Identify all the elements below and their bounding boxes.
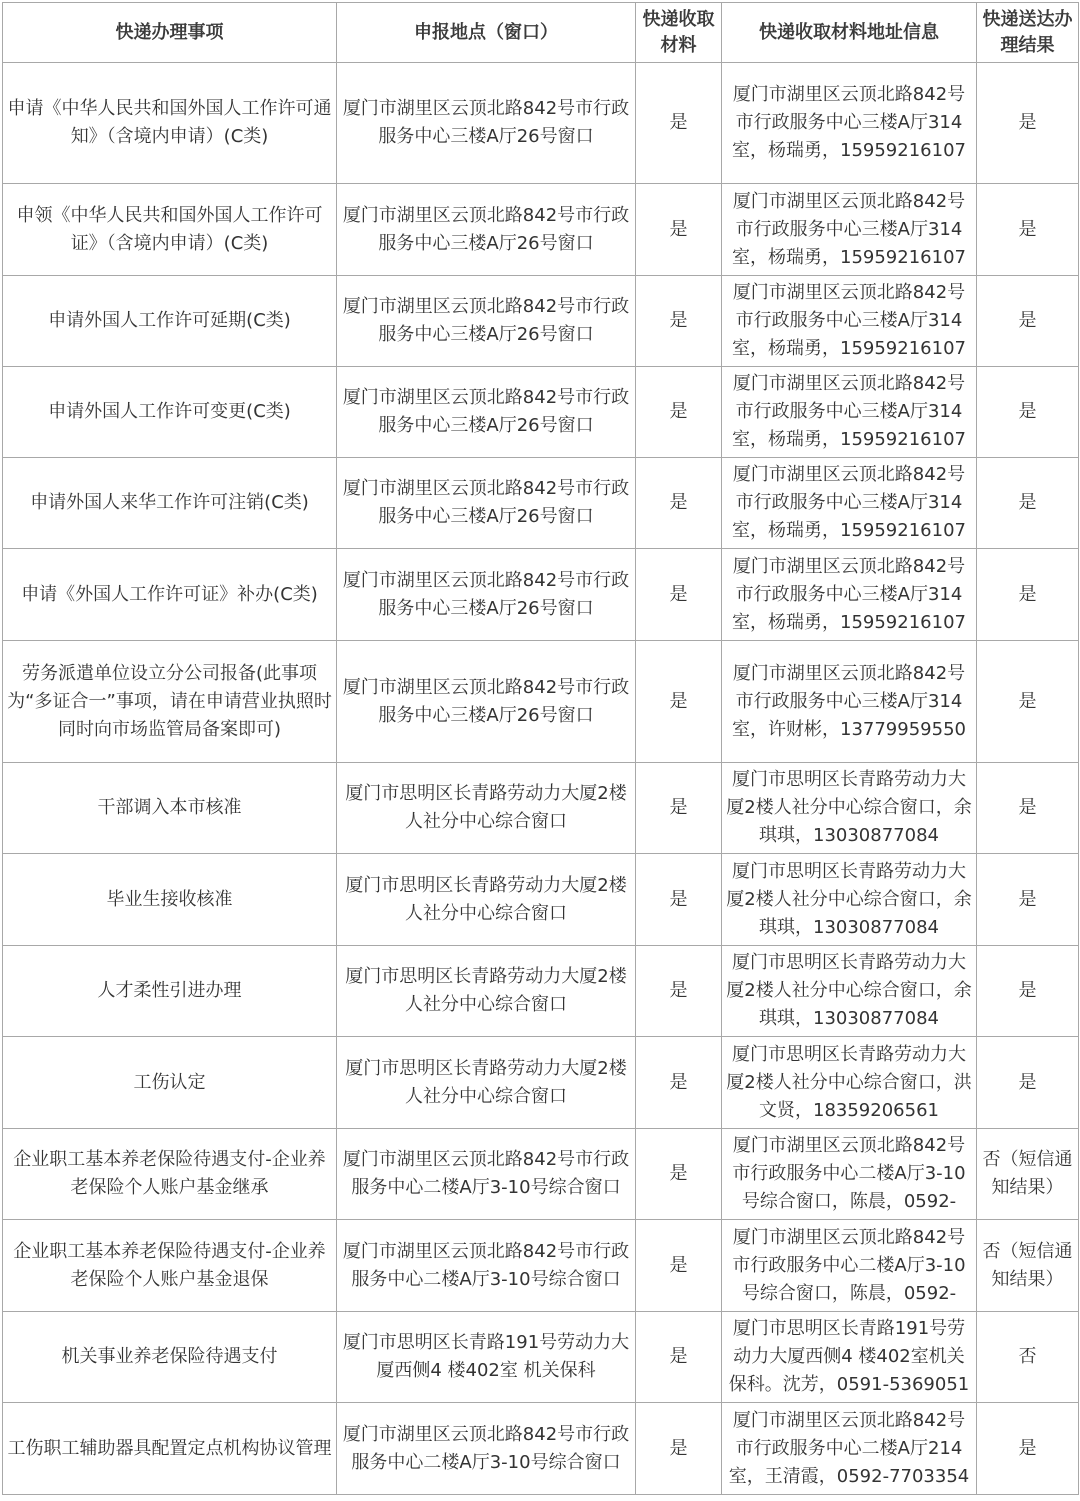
address-cell: 厦门市思明区长青路劳动力大厦2楼人社分中心综合窗口，余琪琪，13030877084 — [722, 763, 977, 854]
collect-cell: 是 — [636, 946, 722, 1037]
item-cell: 机关事业养老保险待遇支付 — [3, 1312, 337, 1403]
item-cell: 申请《外国人工作许可证》补办(C类) — [3, 549, 337, 641]
table-row — [3, 1037, 1079, 1129]
table-row — [3, 763, 1079, 854]
table-row — [3, 1129, 1079, 1220]
item-cell: 工伤认定 — [3, 1037, 337, 1129]
location-cell: 厦门市湖里区云顶北路842号市行政服务中心三楼A厅26号窗口 — [337, 276, 636, 367]
location-cell: 厦门市湖里区云顶北路842号市行政服务中心三楼A厅26号窗口 — [337, 641, 636, 763]
collect-cell: 是 — [636, 63, 722, 184]
table-row — [3, 641, 1079, 763]
address-cell: 厦门市湖里区云顶北路842号市行政服务中心三楼A厅314室，杨瑞勇，15959216107 — [722, 63, 977, 184]
table-row — [3, 184, 1079, 276]
address-cell: 厦门市思明区长青路劳动力大厦2楼人社分中心综合窗口，洪文贤，18359206561 — [722, 1037, 977, 1129]
table-row — [3, 946, 1079, 1037]
address-cell: 厦门市湖里区云顶北路842号市行政服务中心三楼A厅314室，许财彬，13779959550 — [722, 641, 977, 763]
item-cell: 申请外国人工作许可延期(C类) — [3, 276, 337, 367]
deliver-cell: 是 — [977, 458, 1079, 549]
collect-cell: 是 — [636, 854, 722, 946]
address-cell: 厦门市湖里区云顶北路842号市行政服务中心三楼A厅314室，杨瑞勇，15959216107 — [722, 458, 977, 549]
location-cell: 厦门市湖里区云顶北路842号市行政服务中心三楼A厅26号窗口 — [337, 549, 636, 641]
address-cell: 厦门市湖里区云顶北路842号市行政服务中心三楼A厅314室，杨瑞勇，15959216107 — [722, 276, 977, 367]
location-cell: 厦门市思明区长青路劳动力大厦2楼人社分中心综合窗口 — [337, 763, 636, 854]
address-cell: 厦门市湖里区云顶北路842号市行政服务中心三楼A厅314室，杨瑞勇，15959216107 — [722, 367, 977, 458]
location-cell: 厦门市思明区长青路劳动力大厦2楼人社分中心综合窗口 — [337, 854, 636, 946]
address-cell — [722, 1129, 977, 1220]
address-text: 厦门市湖里区云顶北路842号市行政服务中心二楼A厅3-10号综合窗口，陈晨，0592- — [732, 1226, 966, 1304]
header-item: 快递办理事项 — [3, 3, 337, 63]
address-cell: 厦门市思明区长青路劳动力大厦2楼人社分中心综合窗口，余琪琪，13030877084 — [722, 854, 977, 946]
collect-cell: 是 — [636, 1403, 722, 1495]
table-row — [3, 1220, 1079, 1312]
location-cell: 厦门市湖里区云顶北路842号市行政服务中心三楼A厅26号窗口 — [337, 184, 636, 276]
collect-cell: 是 — [636, 367, 722, 458]
item-cell: 工伤职工辅助器具配置定点机构协议管理 — [3, 1403, 337, 1495]
table-row — [3, 854, 1079, 946]
deliver-cell: 是 — [977, 184, 1079, 276]
location-cell: 厦门市思明区长青路191号劳动力大厦西侧4 楼402室 机关保科 — [337, 1312, 636, 1403]
item-cell: 企业职工基本养老保险待遇支付-企业养老保险个人账户基金继承 — [3, 1129, 337, 1220]
address-cell: 厦门市湖里区云顶北路842号市行政服务中心三楼A厅314室，杨瑞勇，15959216107 — [722, 549, 977, 641]
deliver-cell: 是 — [977, 1037, 1079, 1129]
location-cell: 厦门市湖里区云顶北路842号市行政服务中心二楼A厅3-10号综合窗口 — [337, 1403, 636, 1495]
item-cell: 申请外国人工作许可变更(C类) — [3, 367, 337, 458]
collect-cell: 是 — [636, 1037, 722, 1129]
item-cell: 劳务派遣单位设立分公司报备(此事项为“多证合一”事项，请在申请营业执照时同时向市场监管局备案即可) — [3, 641, 337, 763]
table-row — [3, 458, 1079, 549]
collect-cell: 是 — [636, 1129, 722, 1220]
table-row — [3, 1312, 1079, 1403]
deliver-cell: 是 — [977, 946, 1079, 1037]
location-cell: 厦门市思明区长青路劳动力大厦2楼人社分中心综合窗口 — [337, 946, 636, 1037]
deliver-cell: 是 — [977, 641, 1079, 763]
collect-cell: 是 — [636, 458, 722, 549]
location-cell: 厦门市湖里区云顶北路842号市行政服务中心二楼A厅3-10号综合窗口 — [337, 1129, 636, 1220]
table-row — [3, 63, 1079, 184]
address-cell — [722, 1220, 977, 1312]
header-collect: 快递收取材料 — [636, 3, 722, 63]
deliver-cell: 否（短信通知结果） — [977, 1220, 1079, 1312]
table-row — [3, 1403, 1079, 1495]
collect-cell: 是 — [636, 763, 722, 854]
item-cell: 申请外国人来华工作许可注销(C类) — [3, 458, 337, 549]
header-address: 快递收取材料地址信息 — [722, 3, 977, 63]
deliver-cell: 是 — [977, 63, 1079, 184]
collect-cell: 是 — [636, 549, 722, 641]
table-row — [3, 276, 1079, 367]
location-cell: 厦门市湖里区云顶北路842号市行政服务中心三楼A厅26号窗口 — [337, 63, 636, 184]
table-row — [3, 367, 1079, 458]
table-row — [3, 549, 1079, 641]
deliver-cell: 是 — [977, 549, 1079, 641]
deliver-cell: 是 — [977, 854, 1079, 946]
item-cell: 申请《中华人民共和国外国人工作许可通知》（含境内申请）(C类) — [3, 63, 337, 184]
location-cell: 厦门市湖里区云顶北路842号市行政服务中心三楼A厅26号窗口 — [337, 367, 636, 458]
collect-cell: 是 — [636, 184, 722, 276]
service-table — [2, 2, 1079, 1495]
header-deliver: 快递送达办理结果 — [977, 3, 1079, 63]
deliver-cell: 是 — [977, 367, 1079, 458]
location-cell: 厦门市湖里区云顶北路842号市行政服务中心二楼A厅3-10号综合窗口 — [337, 1220, 636, 1312]
deliver-cell: 是 — [977, 763, 1079, 854]
collect-cell: 是 — [636, 1220, 722, 1312]
item-cell: 毕业生接收核准 — [3, 854, 337, 946]
item-cell: 申领《中华人民共和国外国人工作许可证》（含境内申请）(C类) — [3, 184, 337, 276]
item-cell: 干部调入本市核准 — [3, 763, 337, 854]
address-cell: 厦门市湖里区云顶北路842号市行政服务中心三楼A厅314室，杨瑞勇，15959216107 — [722, 184, 977, 276]
item-cell: 企业职工基本养老保险待遇支付-企业养老保险个人账户基金退保 — [3, 1220, 337, 1312]
collect-cell: 是 — [636, 276, 722, 367]
collect-cell: 是 — [636, 1312, 722, 1403]
item-cell: 人才柔性引进办理 — [3, 946, 337, 1037]
location-cell: 厦门市思明区长青路劳动力大厦2楼人社分中心综合窗口 — [337, 1037, 636, 1129]
address-cell: 厦门市思明区长青路191号劳动力大厦西侧4 楼402室机关保科。沈芳，0591-5369051 — [722, 1312, 977, 1403]
deliver-cell: 否（短信通知结果） — [977, 1129, 1079, 1220]
address-cell: 厦门市思明区长青路劳动力大厦2楼人社分中心综合窗口，余琪琪，13030877084 — [722, 946, 977, 1037]
deliver-cell: 否 — [977, 1312, 1079, 1403]
address-text: 厦门市湖里区云顶北路842号市行政服务中心二楼A厅3-10号综合窗口，陈晨，0592- — [732, 1135, 966, 1212]
header-location: 申报地点（窗口） — [337, 3, 636, 63]
deliver-cell: 是 — [977, 276, 1079, 367]
collect-cell: 是 — [636, 641, 722, 763]
header-row — [3, 3, 1079, 63]
address-cell: 厦门市湖里区云顶北路842号市行政服务中心二楼A厅214室，王清霞，0592-7703354 — [722, 1403, 977, 1495]
location-cell: 厦门市湖里区云顶北路842号市行政服务中心三楼A厅26号窗口 — [337, 458, 636, 549]
deliver-cell: 是 — [977, 1403, 1079, 1495]
